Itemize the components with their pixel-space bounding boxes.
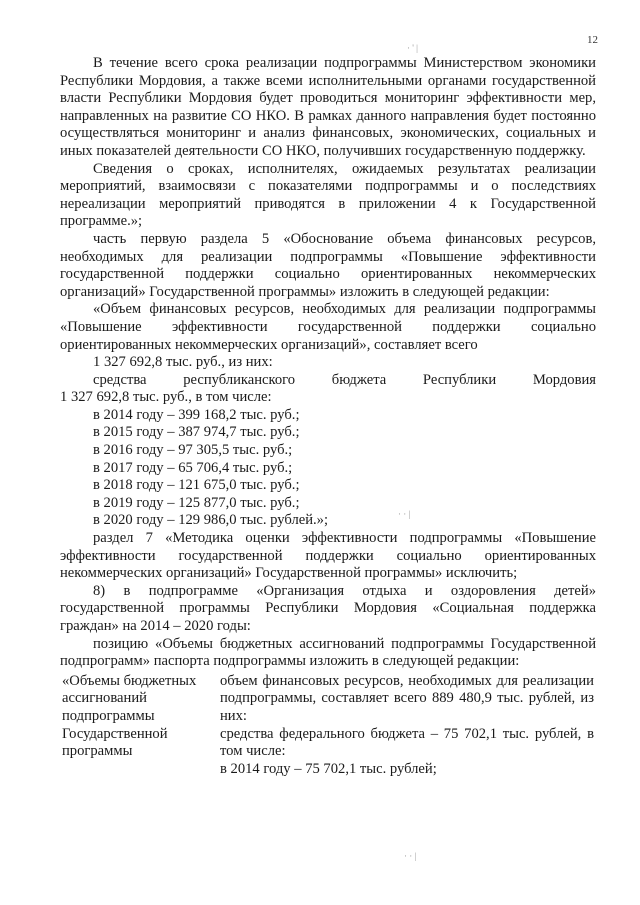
passport-table-label-line: ассигнований — [62, 690, 147, 707]
passport-table-label-line: подпрограммы — [62, 707, 155, 724]
paragraph-appendix-reference: Сведения о сроках, исполнителях, ожидаемых результатах реализации мероприятий, взаимосвязи с показателями подпрограммы и о последствиях нереализации мероприятий приводятся в приложении 4 к Государственной программе.»; — [60, 160, 596, 230]
passport-table-label-line: программы — [62, 743, 133, 760]
paragraph-item-8: 8) в подпрограмме «Организация отдыха и оздоровления детей» государственной программы Республики Мордовия «Социальная поддержка граждан» на 2014 – 2020 годы: — [60, 582, 596, 634]
scan-speck: · · | — [404, 851, 417, 861]
paragraph-monitoring: В течение всего срока реализации подпрограммы Министерством экономики Республики Мордовия, а также всеми исполнительными органами государственной власти Республики Мордовия будет проводиться мониторинг эффективности мер, направленных на развитие СО НКО. В рамках данного направления будет постоянно осуществляться мониторинг и анализ финансовых, экономических, социальных и иных показателей деятельности СО НКО, получивших государственную поддержку. — [60, 55, 596, 159]
paragraph-funding-volume: «Объем финансовых ресурсов, необходимых для реализации подпрограммы «Повышение эффективности государственной поддержки социально ориентированных некоммерческих организаций», составляет всего — [60, 301, 596, 353]
funding-year-item: в 2019 году – 125 877,0 тыс. руб.; — [93, 494, 300, 511]
funding-year-item: в 2020 году – 129 986,0 тыс. рублей.»; — [93, 512, 329, 529]
passport-table-value-column — [220, 673, 594, 779]
scan-speck: · ' | — [407, 43, 418, 53]
passport-table-label-line: «Объемы бюджетных — [62, 672, 197, 689]
paragraph-passport-position: позицию «Объемы бюджетных ассигнований подпрограммы Государственной подпрограмм» паспорта подпрограммы изложить в следующей редакции: — [60, 635, 596, 670]
funding-year-item: в 2018 году – 121 675,0 тыс. руб.; — [93, 477, 300, 494]
passport-table — [60, 673, 596, 779]
page-number: 12 — [587, 34, 598, 46]
passport-table-label-column — [60, 673, 220, 779]
funding-republican-budget: средства республиканского бюджета Республики Мордовия — [93, 371, 596, 388]
document-body — [60, 55, 596, 778]
funding-total: 1 327 692,8 тыс. руб., из них: — [93, 354, 273, 371]
paragraph-section-5-amendment: часть первую раздела 5 «Обоснование объема финансовых ресурсов, необходимых для реализации подпрограммы «Повышение эффективности государственной поддержки социально ориентированных некоммерческих организаций» Государственной программы» изложить в следующей редакции: — [60, 230, 596, 300]
funding-year-item: в 2017 году – 65 706,4 тыс. руб.; — [93, 459, 293, 476]
scan-speck: · · | — [398, 509, 411, 519]
passport-table-value-item: в 2014 году – 75 702,1 тыс. рублей; — [220, 760, 437, 777]
funding-republican-total: 1 327 692,8 тыс. руб., в том числе: — [60, 389, 272, 406]
passport-table-value-item: объем финансовых ресурсов, необходимых для реализации подпрограммы, составляет всего 889 480,9 тыс. рублей, из них: — [220, 672, 594, 724]
funding-by-year-list — [60, 407, 596, 530]
funding-year-item: в 2015 году – 387 974,7 тыс. руб.; — [93, 424, 300, 441]
funding-year-item: в 2014 году – 399 168,2 тыс. руб.; — [93, 406, 300, 423]
paragraph-section-7-removal: раздел 7 «Методика оценки эффективности подпрограммы «Повышение эффективности государственной поддержки социально ориентированных некоммерческих организаций» Государственной программы» исключить; — [60, 530, 596, 582]
passport-table-label-line: Государственной — [62, 725, 168, 742]
passport-table-value-item: средства федерального бюджета – 75 702,1 тыс. рублей, в том числе: — [220, 725, 594, 760]
funding-year-item: в 2016 году – 97 305,5 тыс. руб.; — [93, 442, 293, 459]
